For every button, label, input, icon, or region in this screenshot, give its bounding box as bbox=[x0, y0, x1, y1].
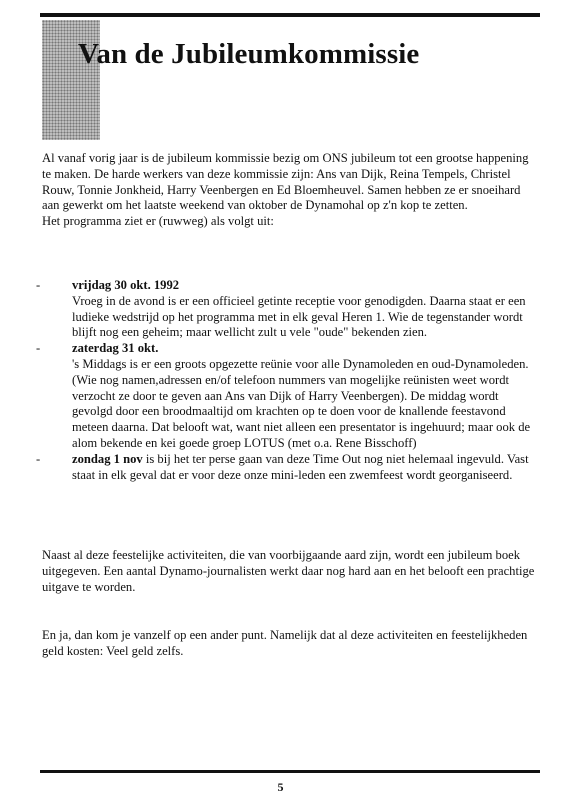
page-number: 5 bbox=[277, 780, 284, 794]
program-item-sunday bbox=[36, 452, 536, 484]
program-item-friday bbox=[36, 278, 536, 341]
intro-section bbox=[42, 151, 537, 230]
bullet-dash: - bbox=[36, 341, 41, 356]
bottom-rule bbox=[40, 770, 540, 773]
program-item-heading: vrijdag 30 okt. 1992 bbox=[72, 278, 180, 292]
page-title: Van de Jubileumkommissie bbox=[78, 38, 420, 70]
program-item-text: is bij het ter perse gaan van deze Time Out nog niet helemaal ingevuld. Vast staat in elk geval dat er voor deze onze mini-leden een zwemfeest wordt georganiseerd. bbox=[72, 451, 529, 482]
costs-paragraph: En ja, dan kom je vanzelf op een ander punt. Namelijk dat al deze activiteiten en feestelijkheden geld kosten: Veel geld zelfs. bbox=[42, 628, 528, 658]
intro-paragraph: Al vanaf vorig jaar is de jubileum kommissie bezig om ONS jubileum tot een grootse happening te maken. De harde werkers van deze kommissie zijn: Ans van Dijk, Reina Tempels, Christel Rouw, Tonnie Jonkheid, Harry Veenbergen en Ed Bloemheuvel. Samen hebben ze er snoeihard aan gewerkt om het laatste weekend van oktober de Dynamohal op z'n kop te zetten. bbox=[42, 151, 529, 213]
program-item-heading: zondag 1 nov bbox=[72, 451, 143, 466]
program-item-saturday bbox=[36, 341, 536, 452]
program-intro: Het programma ziet er (ruwweg) als volgt uit: bbox=[42, 214, 274, 229]
bullet-dash: - bbox=[36, 451, 41, 466]
program-item-text: 's Middags is er een groots opgezette reünie voor alle Dynamoleden en oud-Dynamoleden. (Wie nog namen,adressen en/of telefoon nummers van mogelijke reünisten weet wordt verzocht ze door te geven aan Ans van Dijk of Harry Veenbergen). De middag wordt gevolgd door een broodmaaltijd om krachten op te doen voor de knallende feestavond meteen daarna. Dat belooft wat, want niet alleen een presentator is ingehuurd; maar ook de alom bekende en kei goede groep LOTUS (met o.a. Rene Bisschoff) bbox=[72, 356, 531, 450]
bullet-dash: - bbox=[36, 278, 41, 292]
program-item-heading: zaterdag 31 okt. bbox=[72, 341, 159, 356]
book-paragraph: Naast al deze feestelijke activiteiten, die van voorbijgaande aard zijn, wordt een jubileum boek uitgegeven. Een aantal Dynamo-journalisten werkt daar nog hard aan en het belooft een prachtige uitgave te worden. bbox=[42, 548, 535, 594]
program-item-text: Vroeg in de avond is er een officieel getinte receptie voor genodigden. Daarna staat er een ludieke wedstrijd op het programma met in elk geval Heren 1. Wie de tegenstander wordt blijft nog een geheim; maar wellicht zult u vele "oude" bekenden zien. bbox=[72, 293, 526, 340]
top-rule bbox=[40, 13, 540, 17]
program-list bbox=[36, 278, 536, 483]
